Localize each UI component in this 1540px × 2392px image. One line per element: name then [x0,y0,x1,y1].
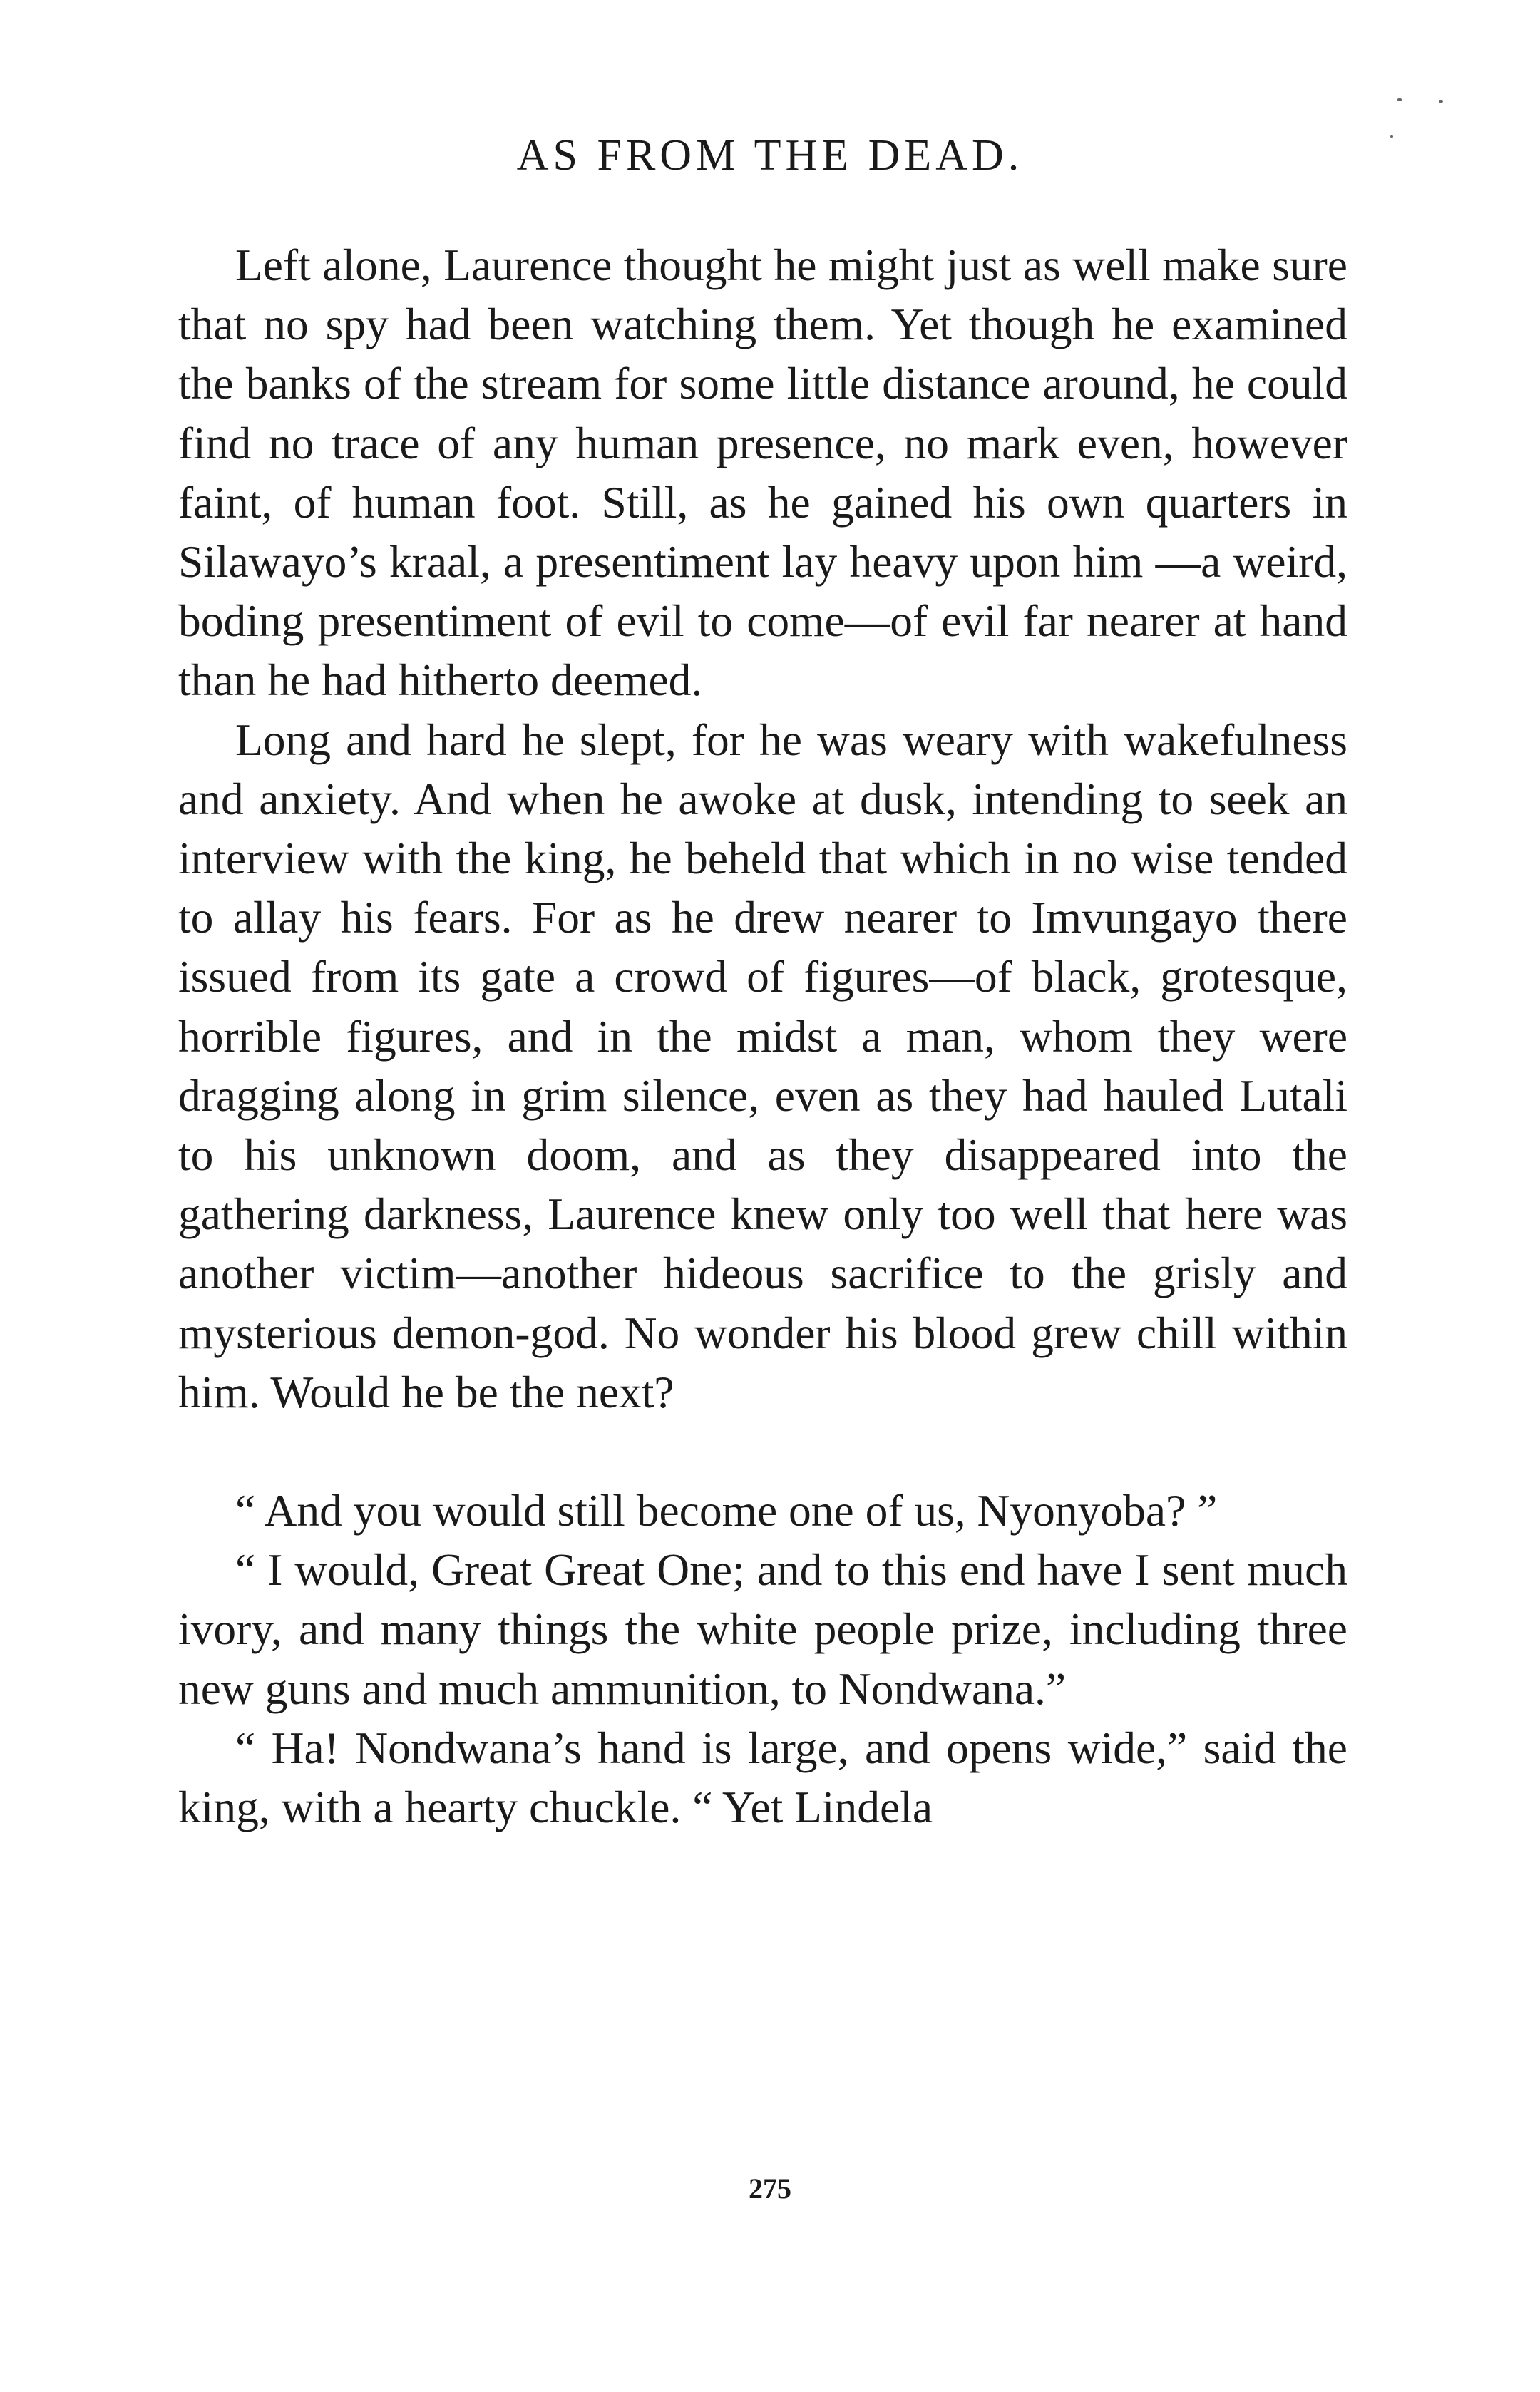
section-break [178,1422,1348,1481]
print-speck [1439,100,1443,103]
print-speck [1397,98,1402,101]
paragraph: Long and hard he slept, for he was weary with wakefulness and anxiety. And when he awoke at dusk, intending to seek an interview with the king, he beheld that which in no wise tended to allay his fears. For as he drew nearer to Imvungayo there issued from its gate a crowd of figures—of black, grotesque, horrible figures, and in the midst a man, whom they were dragging along in grim silence, even as they had hauled Lutali to his unknown doom, and as they disappeared into the gathering darkness, Laurence knew only too well that here was another victim—another hideous sacrifice to the grisly and mysterious demon-god. No wonder his blood grew chill within him. Would he be the next? [178,714,1348,1417]
paragraph: Left alone, Laurence thought he might just as well make sure that no spy had been watching them. Yet though he examined the banks of the stream for some little distance around, he could find no trace of any human presence, no mark even, however faint, of human foot. Still, as he gained his own quarters in Silawayo’s kraal, a presentiment lay heavy upon him —a weird, boding presentiment of evil to come—of evil far nearer at hand than he had hitherto deemed. [178,240,1348,706]
paragraph: “ I would, Great Great One; and to this end have I sent much ivory, and many things the white people prize, including three new guns and much ammunition, to Nondwana.” [178,1544,1348,1714]
body-text [178,235,1348,1837]
paragraph: “ And you would still become one of us, Nyonyoba? ” [235,1485,1218,1536]
paragraph: “ Ha! Nondwana’s hand is large, and opens wide,” said the king, with a hearty chuckle. “ Yet Lindela [178,1722,1348,1833]
running-head: AS FROM THE DEAD. [516,131,1024,180]
page-number: 275 [749,2172,791,2204]
